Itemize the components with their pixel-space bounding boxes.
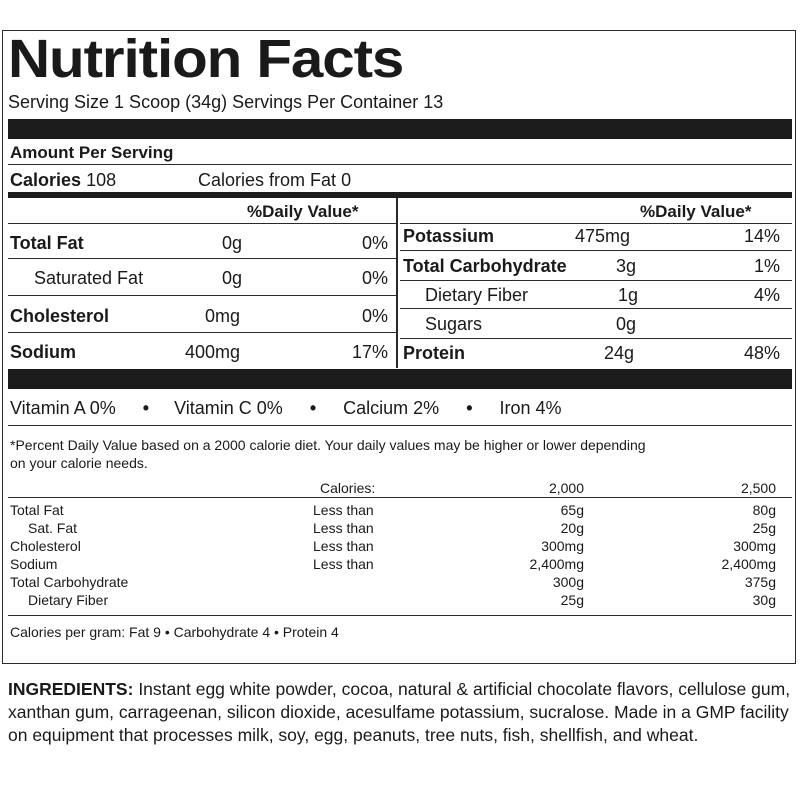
- divider: [8, 425, 792, 426]
- nutrient-amount: 0g: [222, 233, 243, 253]
- calories-per-gram: Calories per gram: Fat 9 • Carbohydrate 4 • Protein 4: [10, 624, 339, 640]
- divider: [8, 295, 396, 296]
- ref-row-name: Cholesterol: [10, 538, 81, 554]
- calories-from-fat-label: Calories from Fat: [198, 170, 337, 190]
- calories-value: 108: [86, 170, 117, 190]
- dv-header-right: %Daily Value*: [640, 202, 752, 221]
- divider: [8, 615, 792, 616]
- nutrient-dv: 1%: [753, 256, 780, 276]
- ref-row-qualifier: Less than: [313, 520, 374, 536]
- divider: [400, 338, 792, 339]
- calories-label: Calories: [10, 170, 82, 190]
- ingredients-label: INGREDIENTS:: [8, 679, 134, 699]
- divider: [8, 164, 792, 165]
- divider: [8, 258, 396, 259]
- divider: [8, 332, 396, 333]
- divider: [400, 250, 792, 251]
- nutrient-name: Saturated Fat: [34, 268, 144, 288]
- nutrient-amount: 3g: [616, 256, 637, 276]
- nutrient-name: Dietary Fiber: [425, 285, 529, 305]
- nutrient-dv: 48%: [743, 343, 780, 363]
- serving-info: Serving Size 1 Scoop (34g) Servings Per Container 13: [8, 92, 444, 112]
- ref-row-name: Sat. Fat: [28, 520, 78, 536]
- ref-row-col2: 80g: [752, 502, 776, 518]
- nutrient-name: Protein: [403, 343, 466, 363]
- label-title: Nutrition Facts: [8, 29, 404, 89]
- ref-row-col2: 375g: [744, 574, 776, 590]
- ref-row-name: Total Fat: [10, 502, 64, 518]
- nutrient-amount: 0g: [222, 268, 243, 288]
- bullet: •: [309, 398, 317, 418]
- nutrient-amount: 0mg: [205, 306, 241, 326]
- ref-row-col2: 300mg: [733, 538, 776, 554]
- nutrient-dv: 0%: [361, 268, 388, 288]
- calcium: Calcium 2%: [343, 398, 440, 418]
- nutrient-name: Cholesterol: [10, 306, 110, 326]
- divider: [400, 308, 792, 309]
- footnote-line2: on your calorie needs.: [10, 455, 148, 471]
- ref-row-col1: 20g: [560, 520, 584, 536]
- nutrient-name: Sodium: [10, 342, 76, 362]
- nutrient-dv: 4%: [753, 285, 780, 305]
- nutrient-name: Total Carbohydrate: [403, 256, 567, 276]
- thick-divider: [8, 369, 792, 389]
- ref-row-qualifier: Less than: [313, 502, 374, 518]
- nutrient-amount: 0g: [616, 314, 637, 334]
- column-divider: [396, 198, 398, 368]
- nutrient-amount: 400mg: [185, 342, 241, 362]
- nutrient-amount: 475mg: [575, 226, 631, 246]
- nutrient-amount: 24g: [604, 343, 635, 363]
- vitamins-row: [10, 398, 562, 419]
- ref-row-qualifier: Less than: [313, 556, 374, 572]
- divider: [400, 280, 792, 281]
- ref-row-col1: 2,400mg: [529, 556, 584, 572]
- ref-row-col1: 300mg: [541, 538, 584, 554]
- ref-row-name: Sodium: [10, 556, 58, 572]
- vitamin-c: Vitamin C 0%: [174, 398, 283, 418]
- dv-header-left: %Daily Value*: [247, 202, 359, 221]
- ref-row-col1: 65g: [560, 502, 584, 518]
- nutrient-name: Sugars: [425, 314, 483, 334]
- ingredients: [8, 678, 798, 747]
- ref-row-col1: 300g: [552, 574, 584, 590]
- nutrient-dv: 0%: [361, 306, 388, 326]
- iron: Iron 4%: [499, 398, 562, 418]
- ref-row-col1: 25g: [560, 592, 584, 608]
- vitamin-a: Vitamin A 0%: [10, 398, 116, 418]
- bullet: •: [466, 398, 473, 418]
- nutrient-dv: 0%: [361, 233, 388, 253]
- calories-from-fat-value: 0: [341, 170, 352, 190]
- ref-header-col2: 2,500: [740, 480, 776, 496]
- amount-per-serving: Amount Per Serving: [10, 143, 174, 162]
- ref-row-name: Total Carbohydrate: [10, 574, 129, 590]
- ref-row-col2: 30g: [752, 592, 776, 608]
- ref-row-name: Dietary Fiber: [28, 592, 109, 608]
- nutrient-name: Total Fat: [10, 233, 84, 253]
- bullet: •: [142, 398, 150, 418]
- nutrient-dv: 17%: [351, 342, 388, 362]
- ref-row-col2: 25g: [752, 520, 776, 536]
- medium-divider: [8, 192, 792, 198]
- divider: [8, 497, 792, 498]
- ingredients-text: Instant egg white powder, cocoa, natural & artificial chocolate flavors, cellulose gum, xanthan gum, carrageenan, silicon dioxide, acesulfame potassium, sucralose. Made in a GMP facility on equipment that processes milk, soy, egg, peanuts, tree nuts, fish, shellfish, and wheat.: [8, 679, 791, 745]
- divider: [8, 223, 396, 224]
- thick-divider: [8, 119, 792, 139]
- divider: [400, 223, 792, 224]
- ref-row-qualifier: Less than: [313, 538, 374, 554]
- ref-header-label: Calories:: [320, 480, 376, 496]
- nutrient-dv: 14%: [743, 226, 780, 246]
- footnote-line1: *Percent Daily Value based on a 2000 calorie diet. Your daily values may be higher or lower depending: [10, 437, 646, 453]
- nutrient-amount: 1g: [618, 285, 639, 305]
- ref-row-col2: 2,400mg: [721, 556, 776, 572]
- calories-row: [10, 170, 116, 191]
- nutrient-name: Potassium: [403, 226, 495, 246]
- calories-from-fat: [198, 170, 351, 191]
- ref-header-col1: 2,000: [548, 480, 584, 496]
